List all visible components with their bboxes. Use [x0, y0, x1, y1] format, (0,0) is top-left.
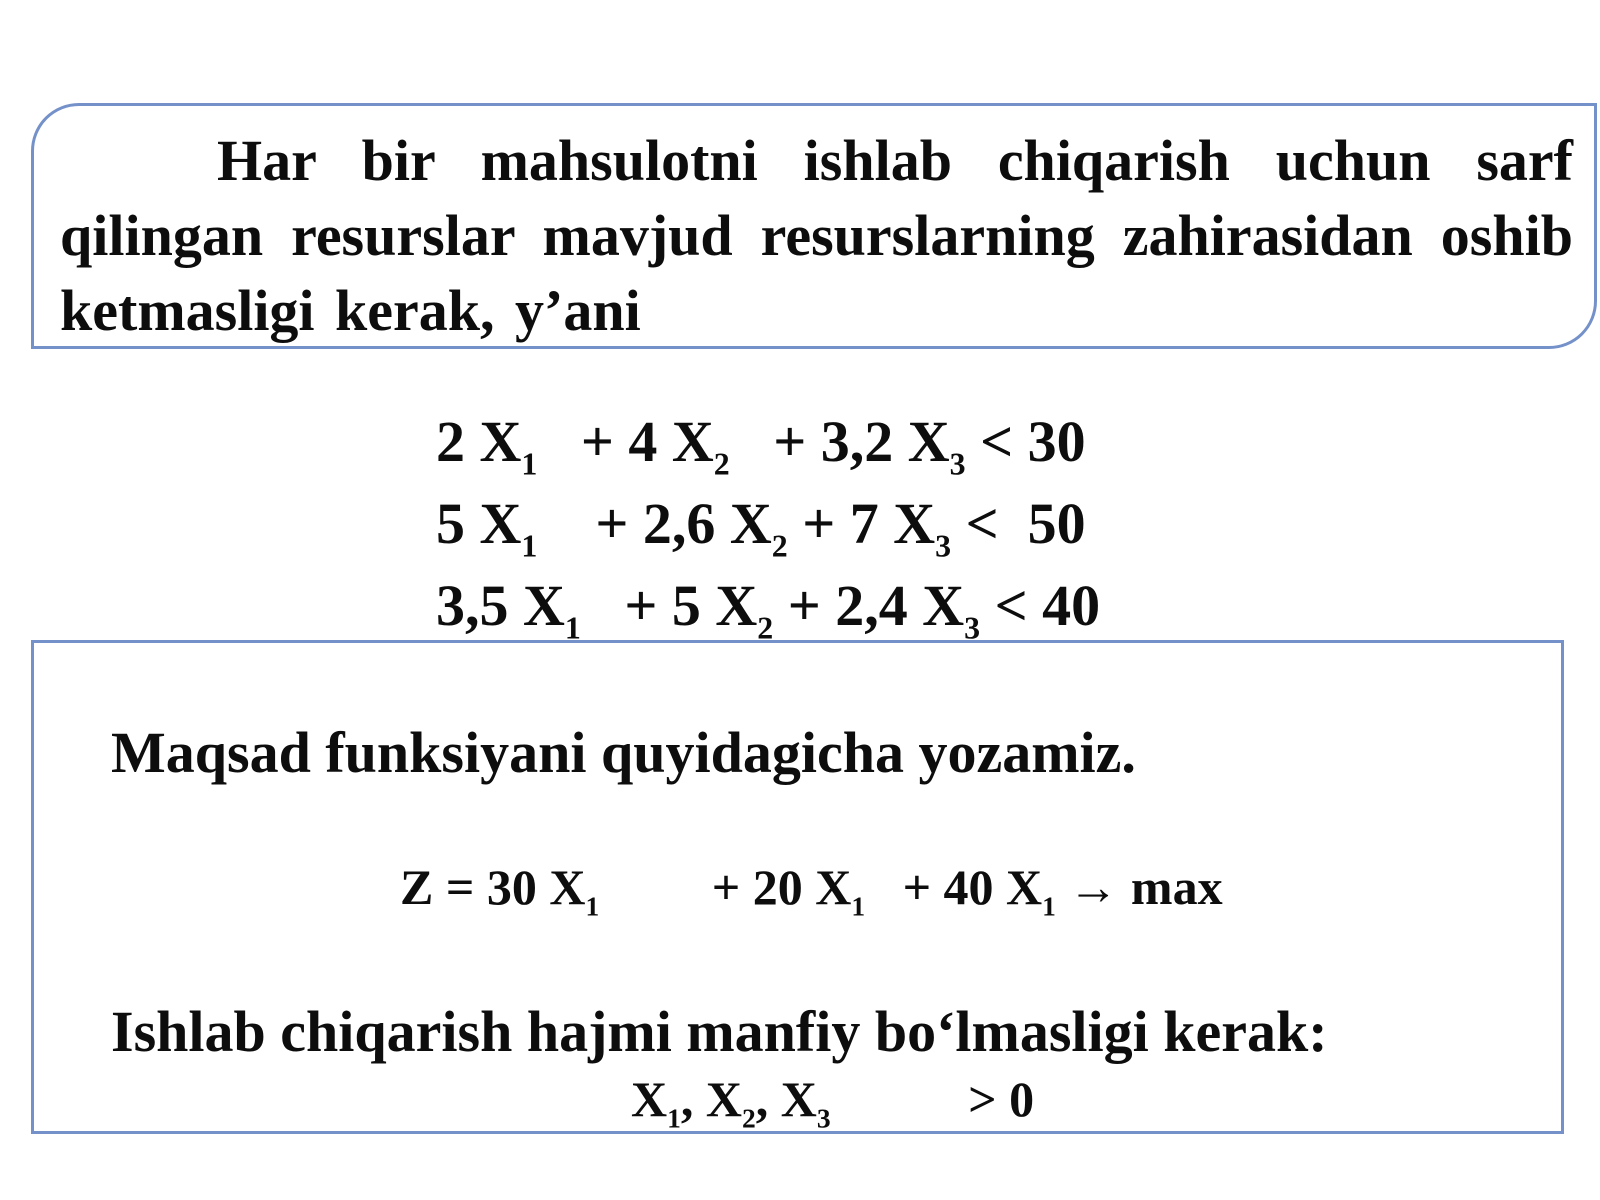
subscript: 1 — [564, 610, 581, 646]
constraint-rhs: < 30 — [965, 409, 1086, 474]
subscript: 1 — [521, 528, 538, 564]
subscript: 2 — [757, 610, 774, 646]
subscript: 3 — [964, 610, 981, 646]
separator: , — [680, 1071, 706, 1127]
subscript: 2 — [713, 446, 730, 482]
constraint-row-2 — [436, 491, 1086, 564]
variable-x3: X — [780, 1071, 817, 1127]
nonnegativity-condition — [631, 1071, 1035, 1134]
objective-goal: max — [1130, 859, 1223, 915]
objective-term-2: + 20 X — [599, 859, 852, 915]
nonnegativity-heading: Ishlab chiqarish hajmi manfiy bo‘lmasligi kerak: — [111, 999, 1328, 1064]
constraint-row-3 — [436, 573, 1101, 646]
subscript: 1 — [521, 446, 538, 482]
term-x3: + 3,2 X — [729, 409, 950, 474]
subscript: 1 — [851, 890, 866, 922]
objective-term-3: + 40 X — [865, 859, 1043, 915]
objective-function — [400, 859, 1223, 922]
right-arrow-icon: → — [1055, 859, 1131, 915]
variable-x1: X — [631, 1071, 668, 1127]
term-x1: 2 X — [436, 409, 522, 474]
subscript: 1 — [1042, 890, 1056, 922]
intro-paragraph: Har bir mahsulotni ishlab chiqarish uchun sarf qilingan resurslar mavjud resurslarning zahirasidan oshib ketmasligi kerak, y’ani — [60, 128, 1573, 343]
constraint-rhs: < 40 — [980, 573, 1101, 638]
separator: , — [755, 1071, 781, 1127]
term-x1: 3,5 X — [436, 573, 565, 638]
condition: > 0 — [830, 1071, 1035, 1127]
subscript: 2 — [771, 528, 788, 564]
subscript: 1 — [585, 890, 600, 922]
constraint-row-1 — [436, 409, 1086, 482]
term-x3: + 2,4 X — [773, 573, 965, 638]
subscript: 3 — [935, 528, 952, 564]
term-x3: + 7 X — [787, 491, 936, 556]
variable-x2: X — [705, 1071, 742, 1127]
term-x1: 5 X — [436, 491, 522, 556]
subscript: 3 — [949, 446, 966, 482]
term-x2: + 2,6 X — [537, 491, 772, 556]
term-x2: + 4 X — [537, 409, 714, 474]
objective-heading: Maqsad funksiyani quyidagicha yozamiz. — [111, 720, 1136, 785]
subscript: 1 — [667, 1102, 681, 1134]
subscript: 2 — [741, 1102, 756, 1134]
term-x2: + 5 X — [580, 573, 758, 638]
constraint-rhs: < 50 — [951, 491, 1086, 556]
objective-term-1: Z = 30 X — [400, 859, 586, 915]
subscript: 3 — [816, 1102, 831, 1134]
